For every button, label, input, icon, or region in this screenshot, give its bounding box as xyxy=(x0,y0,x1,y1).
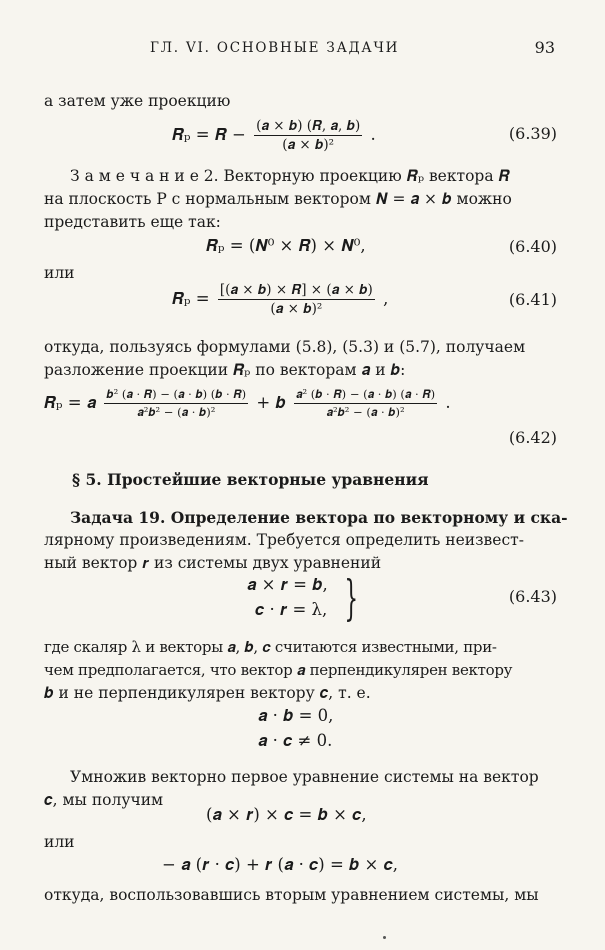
running-header: ГЛ. VI. ОСНОВНЫЕ ЗАДАЧИ xyxy=(150,40,400,56)
equation-number: (6.40) xyxy=(508,237,557,256)
fraction-numerator: 𝒃² (𝒂 · 𝑹) − (𝒂 · 𝒃) (𝒃 · 𝑹) xyxy=(104,387,248,404)
equation-number: (6.42) xyxy=(508,428,557,447)
text-line: 𝒃 и не перпендикулярен вектору 𝒄, т. е. xyxy=(44,684,371,702)
equation-6-40: 𝑹ₚ = (𝑵⁰ × 𝑹) × 𝑵⁰, xyxy=(206,236,366,255)
page-number: 93 xyxy=(534,38,555,57)
text-line: чем предполагается, что вектор 𝒂 перпендикулярен вектору xyxy=(44,661,513,679)
equation-punct: , xyxy=(383,289,389,308)
text-line: на плоскость P с нормальным вектором 𝑵 = 𝒂 × 𝒃 можно xyxy=(44,190,512,208)
equation-6-42 xyxy=(44,387,451,420)
print-speck xyxy=(383,936,386,939)
text-line: откуда, пользуясь формулами (5.8), (5.3) и (5.7), получаем xyxy=(44,338,526,356)
equation-number: (6.39) xyxy=(508,124,557,143)
system-brace: } xyxy=(344,570,359,626)
fraction-denominator: 𝒂²𝒃² − (𝒂 · 𝒃)² xyxy=(326,405,405,419)
section-heading: § 5. Простейшие векторные уравнения xyxy=(72,470,429,489)
fraction-denominator: (𝒂 × 𝒃)² xyxy=(282,137,335,153)
text-line: 𝒄, мы получим xyxy=(44,791,164,809)
equation-lhs: 𝑹ₚ = 𝒂 xyxy=(44,393,97,412)
equation-6-41 xyxy=(172,282,388,317)
equation-punct: . xyxy=(370,125,376,144)
equation-6-43-line-2: 𝒄 · 𝒓 = λ, xyxy=(255,600,328,619)
equation-expanded: − 𝒂 (𝒓 · 𝒄) + 𝒓 (𝒂 · 𝒄) = 𝒃 × 𝒄, xyxy=(162,855,399,874)
text-line: разложение проекции 𝑹ₚ по векторам 𝒂 и 𝒃: xyxy=(44,361,406,379)
text-line: Умножив векторно первое уравнение системы на вектор xyxy=(70,768,539,786)
text-line: представить еще так: xyxy=(44,213,221,231)
text-line: или xyxy=(44,264,75,282)
task-title: Задача 19. Определение вектора по векторному и ска- xyxy=(70,508,568,527)
text-line: где скаляр λ и векторы 𝒂, 𝒃, 𝒄 считаются известными, при- xyxy=(44,638,497,656)
fraction-denominator: 𝒂²𝒃² − (𝒂 · 𝒃)² xyxy=(137,405,216,419)
text-line: З а м е ч а н и е 2. Векторную проекцию 𝑹ₚ вектора 𝑹 xyxy=(70,167,510,185)
equation-6-43-line-1: 𝒂 × 𝒓 = 𝒃, xyxy=(247,575,328,594)
equation-lhs: 𝑹ₚ = xyxy=(172,289,210,308)
fraction-numerator: 𝒂² (𝒃 · 𝑹) − (𝒂 · 𝒃) (𝒂 · 𝑹) xyxy=(294,387,437,404)
equation-fraction xyxy=(294,387,437,420)
equation-punct: . xyxy=(445,393,451,412)
condition-a-dot-b: 𝒂 · 𝒃 = 0, xyxy=(258,706,334,725)
equation-fraction xyxy=(218,282,375,317)
text-line: откуда, воспользовавшись вторым уравнением системы, мы xyxy=(44,886,539,904)
text-line: ный вектор 𝒓 из системы двух уравнений xyxy=(44,554,382,572)
text-line: или xyxy=(44,833,75,851)
equation-fraction xyxy=(104,387,248,420)
text-line: лярному произведениям. Требуется определить неизвест- xyxy=(44,531,524,549)
condition-a-dot-c: 𝒂 · 𝒄 ≠ 0. xyxy=(258,731,333,750)
fraction-denominator: (𝒂 × 𝒃)² xyxy=(270,301,323,317)
equation-operator: + 𝒃 xyxy=(256,393,286,412)
fraction-numerator: [(𝒂 × 𝒃) × 𝑹] × (𝒂 × 𝒃) xyxy=(219,282,373,298)
equation-number: (6.41) xyxy=(508,290,557,309)
equation-6-39 xyxy=(172,118,376,153)
equation-lhs: 𝑹ₚ = 𝑹 − xyxy=(172,125,246,144)
equation-product: (𝒂 × 𝒓) × 𝒄 = 𝒃 × 𝒄, xyxy=(206,805,367,824)
fraction-numerator: (𝒂 × 𝒃) (𝑹, 𝒂, 𝒃) xyxy=(256,118,361,134)
text-line: а затем уже проекцию xyxy=(44,92,231,110)
equation-fraction xyxy=(254,118,362,153)
equation-number: (6.43) xyxy=(508,587,557,606)
